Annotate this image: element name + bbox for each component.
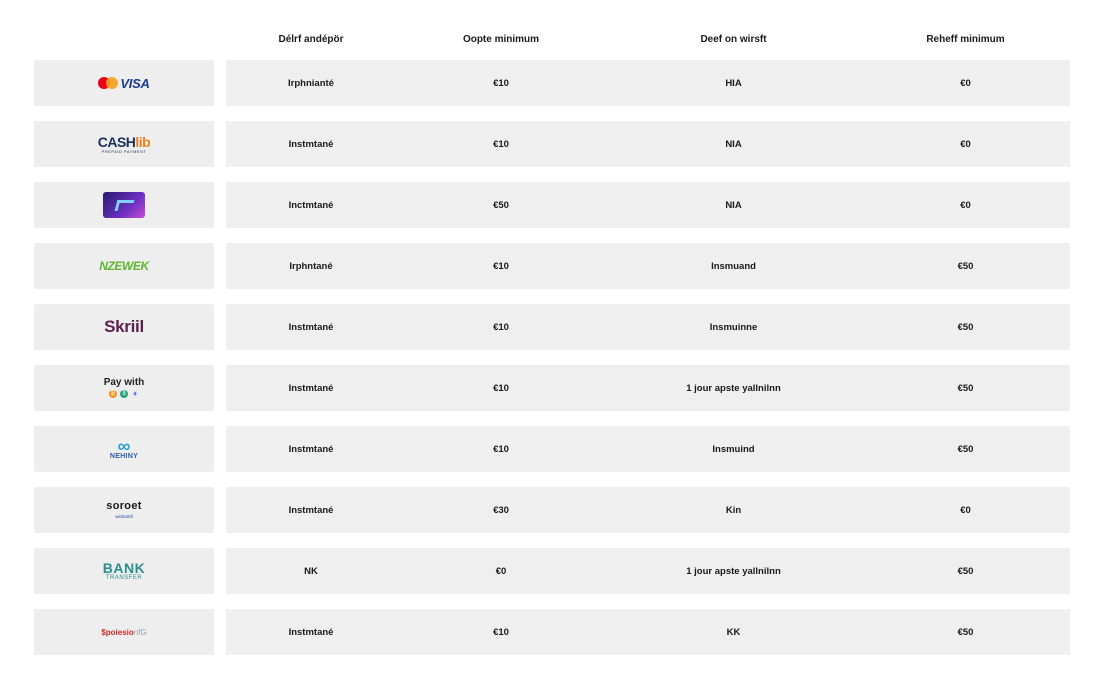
column-header-min-withdraw: Reheff minimum (926, 34, 1005, 45)
withdraw-time: HIA (725, 77, 742, 89)
min-deposit: €50 (493, 199, 509, 211)
min-withdraw: €50 (957, 565, 974, 577)
cashlib-logo: CASHlib PREPAID PAYMENT (97, 133, 151, 154)
column-header-min-deposit: Oopte minimum (462, 34, 540, 45)
deposit-time: Irphnianté (288, 77, 334, 89)
skrill-logo: Skriil (104, 317, 144, 336)
row-data (226, 60, 1070, 106)
row-data (226, 182, 1070, 228)
min-withdraw: €0 (960, 138, 971, 150)
bank-transfer-logo: BANK TRANSFER (102, 560, 146, 581)
min-deposit: €10 (493, 443, 509, 455)
table-row (34, 60, 1070, 106)
min-deposit: €10 (493, 626, 509, 638)
logo-cell-visa (34, 60, 214, 106)
row-data (226, 365, 1070, 411)
logo-cell-cashlib (34, 121, 214, 167)
table-header (226, 34, 1070, 48)
row-data (226, 243, 1070, 289)
min-withdraw: €50 (957, 443, 974, 455)
deposit-time: Instmtané (288, 321, 334, 333)
deposit-time: Instmtané (288, 504, 334, 516)
min-deposit: €30 (493, 504, 509, 516)
logo-cell-paysafe (34, 609, 214, 655)
withdraw-time: Insmuind (712, 443, 755, 455)
row-data (226, 304, 1070, 350)
min-deposit: €10 (493, 260, 509, 272)
min-deposit: €0 (495, 565, 507, 577)
row-data (226, 548, 1070, 594)
logo-cell-neteller (34, 243, 214, 289)
withdraw-time: 1 jour apste yallnilnn (686, 382, 781, 394)
deposit-time: Instmtané (288, 138, 334, 150)
ethereum-icon: ♦ (132, 389, 138, 398)
table-row (34, 304, 1070, 350)
min-withdraw: €50 (957, 321, 974, 333)
logo-cell-pay-with (34, 365, 214, 411)
row-data (226, 487, 1070, 533)
table-row (34, 243, 1070, 289)
neteller-logo: NZEWEK (99, 259, 149, 273)
min-withdraw: €50 (957, 382, 974, 394)
min-withdraw: €50 (957, 260, 974, 272)
infinity-icon: ∞ (117, 435, 131, 456)
withdraw-time: NIA (725, 199, 742, 211)
table-row (34, 365, 1070, 411)
table-row (34, 121, 1070, 167)
withdraw-time: Insmuand (711, 260, 756, 272)
table-row (34, 487, 1070, 533)
min-withdraw: €50 (957, 626, 974, 638)
card-logo-icon (103, 192, 145, 218)
min-withdraw: €0 (960, 504, 971, 516)
deposit-time: Inctmtané (288, 199, 334, 211)
min-withdraw: €0 (960, 199, 971, 211)
withdraw-time: Insmuinne (709, 321, 758, 333)
row-data (226, 609, 1070, 655)
withdraw-time: NIA (725, 138, 742, 150)
withdraw-time: KK (726, 626, 741, 638)
deposit-time: Instmtané (288, 626, 334, 638)
logo-cell-sorcet (34, 487, 214, 533)
withdraw-time: Kin (725, 504, 742, 516)
table-row (34, 182, 1070, 228)
visa-mastercard-logo: VISA (98, 76, 149, 91)
min-deposit: €10 (493, 382, 509, 394)
deposit-time: Instmtané (288, 443, 334, 455)
table-row (34, 548, 1070, 594)
coin-icon: $ (120, 390, 128, 398)
bitcoin-icon: ₿ (110, 391, 116, 397)
payment-methods-table (34, 60, 1070, 670)
logo-cell-skrill (34, 304, 214, 350)
sorcet-logo: soroet wirdcettil (106, 499, 142, 519)
min-deposit: €10 (493, 138, 509, 150)
infinity-logo: ∞ NEHINY (109, 435, 139, 460)
deposit-time: Instmtané (288, 382, 334, 394)
row-data (226, 426, 1070, 472)
pay-with-crypto-logo: Pay with ₿ $ ♦ (103, 377, 145, 398)
min-deposit: €10 (493, 321, 509, 333)
paysafe-logo: $poiesionfG (101, 627, 147, 637)
column-header-withdraw-time: Deef on wirsft (700, 34, 767, 45)
withdraw-time: 1 jour apste yallnilnn (686, 565, 781, 577)
min-withdraw: €0 (960, 77, 971, 89)
row-data (226, 121, 1070, 167)
table-row (34, 609, 1070, 655)
logo-cell-infinity (34, 426, 214, 472)
deposit-time: Irphntané (289, 260, 333, 272)
min-deposit: €10 (493, 77, 509, 89)
deposit-time: NK (304, 565, 318, 577)
table-row (34, 426, 1070, 472)
mastercard-icon (98, 77, 118, 89)
column-header-deposit-time: Délrf andépör (278, 34, 344, 45)
logo-cell-bank (34, 548, 214, 594)
logo-cell-card (34, 182, 214, 228)
